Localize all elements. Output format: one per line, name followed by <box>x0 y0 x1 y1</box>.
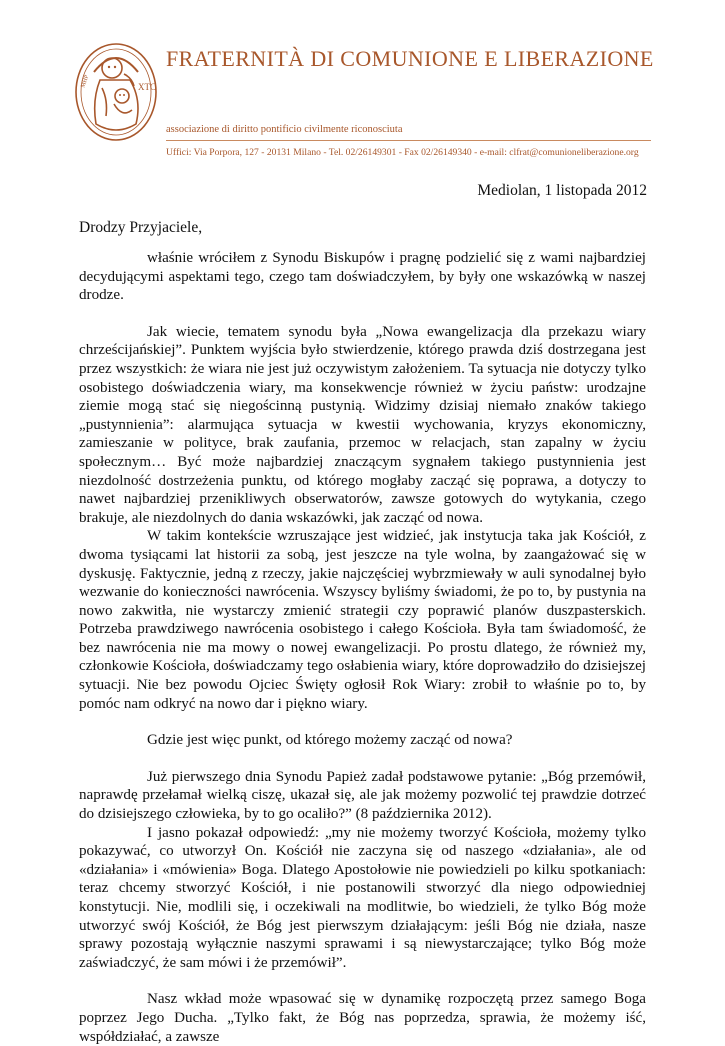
letter-salutation: Drodzy Przyjaciele, <box>79 219 203 236</box>
paragraph-7: Nasz wkład może wpasować się w dynamikę rozpoczętą przez samego Boga poprzez Jego Ducha. „Tylko fakt, że Bóg nas poprzedza, sprawia, że możemy iść, współdziałać, a zawsze <box>79 991 646 1045</box>
logo-madonna-head <box>102 58 122 78</box>
paragraph-2: Jak wiecie, tematem synodu była „Nowa ewangelizacja dla przekazu wiary chrześcijańskiej”. Punktem wyjścia było stwierdzenie, którego prawda dziś dostrzegana jest przez wszystkich: że wiara nie jest już oczywistym założeniem. Ta sytuacja nie dotyczy tylko osobistego doświadczenia wiary, ma konsekwencje również w życiu państw: urodzajne ziemie mogą stać się niegościnną pustynią. Widzimy dzisiaj niemało znaków takiego „pustynnienia”: alarmująca sytuacja w kwestii wychowania, kryzys ekonomiczny, zamieszanie w polityce, brak zaufania, przemoc w relacjach, stan zapalny w życiu społecznym… Być może najbardziej znaczącym sygnałem takiego pustynnienia jest niezdolność dostrzeżenia punktu, od którego mogłaby zacząć się poprawa, a dotyczy to nawet najbardziej przenikliwych obserwatorów, zawsze gotowych do wytykania, czego brakuje, ale niezdolnych do dania wskazówki, jak zacząć od nowa. <box>79 323 646 526</box>
paragraph-1: właśnie wróciłem z Synodu Biskupów i pragnę podzielić się z wami najbardziej decydującymi aspektami tego, czego tam doświadczyłem, by były one wskazówką w naszej drodze. <box>79 250 646 304</box>
organization-subtitle: associazione di diritto pontificio civilmente riconosciuta <box>166 124 403 135</box>
paragraph-6: I jasno pokazał odpowiedź: „my nie możemy tworzyć Kościoła, możemy tylko pokazywać, co utworzył On. Kościół nie zaczyna się od naszego «działania», ale od «działania» i «mówienia» Boga. Dlatego Apostołowie nie powiedzieli po kilku spotkaniach: teraz chcemy stworzyć Kościół, i nie postanowili stworzyć dla niego odpowiedniej konstytucji. Nie, modlili się, i oczekiwali na modlitwie, bo wiedzieli, że tylko Bóg może utworzyć swój Kościół, że Bóg jest pierwszym działającym: jeśli Bóg nie działa, nasze sprawy pozostają wyłącznie naszymi sprawami i są niewystarczające; tylko Bóg może zaświadczyć, że sam mówi i że przemówił”. <box>79 824 646 971</box>
paragraph-4: Gdzie jest więc punkt, od którego możemy zacząć od nowa? <box>147 732 513 749</box>
svg-text:XTC: XTC <box>138 82 156 92</box>
logo-child-head <box>115 89 129 103</box>
letter-body <box>79 249 646 1046</box>
organization-address: Uffici: Via Porpora, 127 - 20131 Milano - Tel. 02/26149301 - Fax 02/26149340 - e-mail: clfrat@comunioneliberazione.org <box>166 147 639 158</box>
paragraph-3: W takim kontekście wzruszające jest widzieć, jak instytucja taka jak Kościół, z dwoma tysiącami lat historii za sobą, jest jeszcze na tyle wolna, by zaangażować się w dyskusję. Faktycznie, jedną z rzeczy, jakie najczęściej wybrzmiewały w auli synodalnej było wezwanie do konieczności nawrócenia. Wszyscy byliśmy świadomi, że po to, by pustynia na nowo zakwitła, nie wystarczy zmienić strategii czy poprawić planów duszpasterskich. Potrzeba prawdziwego nawrócenia osobistego i całego Kościoła. Była tam świadomość, że bez nawrócenia nie ma mowy o nowej ewangelizacji. Po prostu dlatego, że również my, członkowie Kościoła, doświadczamy tego osłabienia wiary, które doprowadziło do dzisiejszej sytuacji. Nie bez powodu Ojciec Święty ogłosił Rok Wiary: zrobił to właśnie po to, by pomóc nam odkryć na nowo dar i piękno wiary. <box>79 528 646 712</box>
madonna-child-logo-icon <box>72 38 164 146</box>
letter-date: Mediolan, 1 listopada 2012 <box>477 182 647 199</box>
organization-name: FRATERNITÀ DI COMUNIONE E LIBERAZIONE <box>166 46 654 71</box>
header-divider <box>166 140 651 141</box>
svg-text:MHP: MHP <box>80 74 91 89</box>
paragraph-5: Już pierwszego dnia Synodu Papież zadał podstawowe pytanie: „Bóg przemówił, naprawdę przełamał wielką ciszę, ukazał się, ale jak możemy pozwolić tej prawdzie dotrzeć do dzisiejszego człowieka, by to go ocaliło?” (8 października 2012). <box>79 768 646 823</box>
